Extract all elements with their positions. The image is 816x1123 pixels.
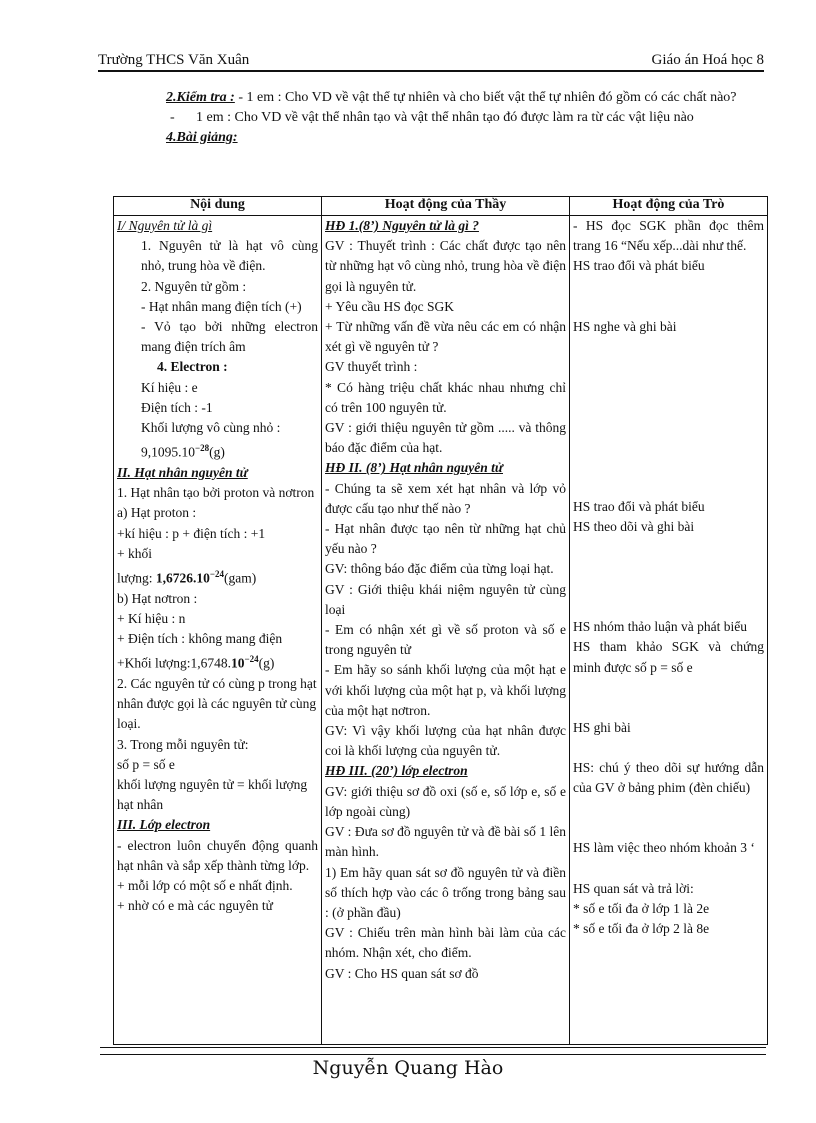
teacher-line: GV thuyết trình : xyxy=(325,359,418,375)
teacher-line: - Hạt nhân được tạo nên từ những hạt chủ yếu nào ? xyxy=(325,521,566,557)
student-column xyxy=(570,216,768,1045)
content-line: - Vỏ tạo bởi những electron mang điện trích âm xyxy=(141,319,318,355)
student-line: HS theo dõi và ghi bài xyxy=(573,519,695,535)
check-label: 2.Kiểm tra : xyxy=(166,90,235,105)
teacher-line: 1) Em hãy quan sát sơ đồ nguyên tử và điền số thích hợp vào các ô trống trong bảng sau : (ở phần đầu) xyxy=(325,864,566,920)
check-text: - 1 em : Cho VD về vật thể tự nhiên và cho biết vật thể tự nhiên đó gồm có các chất nào? xyxy=(234,90,737,105)
student-line: HS ghi bài xyxy=(573,719,631,735)
electron-heading: 4. Electron : xyxy=(157,359,228,375)
author-name: Nguyễn Quang Hào xyxy=(312,1057,504,1079)
teacher-column xyxy=(322,216,570,1045)
student-line: HS làm việc theo nhóm khoản 3 ‘ xyxy=(573,840,755,856)
section3-title: III. Lớp electron xyxy=(117,817,211,833)
activity-1-title: HĐ 1.(8’) Nguyên tử là gì ? xyxy=(325,218,479,233)
content-column xyxy=(114,216,322,1045)
content-line: - Hạt nhân mang điện tích (+) xyxy=(141,298,302,314)
student-line: HS tham khảo SGK và chứng minh được số p = số e xyxy=(573,639,764,675)
student-line: * số e tối đa ở lớp 1 là 2e xyxy=(573,900,710,916)
content-line: + Điện tích : không mang điện xyxy=(117,631,283,647)
table-row xyxy=(114,216,768,1045)
content-line: 3. Trong mỗi nguyên tử: xyxy=(117,736,249,752)
content-line: + khối xyxy=(117,545,152,561)
content-line: - electron luôn chuyển động quanh hạt nhân và sắp xếp thành từng lớp. xyxy=(117,837,318,873)
teacher-line: GV : Cho HS quan sát sơ đồ xyxy=(325,965,479,981)
content-line: +Khối $lượng:1,6748.10^{-24}(g)$ xyxy=(117,654,275,671)
check-item-2: - 1 em : Cho VD về vật thể nhân tạo và vật thể nhân tạo đó được làm ra từ các vật liệu nào xyxy=(166,108,770,128)
teacher-line: + Từ những vấn đề vừa nêu các em có nhận xét gì về nguyên tử ? xyxy=(325,319,566,355)
content-line: khối lượng nguyên tử = khối lượng hạt nhân xyxy=(117,776,308,813)
content-line: Điện tích : -1 xyxy=(141,399,213,415)
teacher-line: - Em có nhận xét gì về số proton và số e trong nguyên tử xyxy=(325,622,566,658)
section1-title: I/ Nguyên tử là gì xyxy=(117,218,213,233)
student-line: HS: chú ý theo dõi sự hướng dẫn của GV ở bảng phim (đèn chiếu) xyxy=(573,760,764,796)
intro-section xyxy=(166,88,770,148)
table-header-row xyxy=(114,197,768,216)
teacher-line: - Chúng ta sẽ xem xét hạt nhân và lớp vỏ được cấu tạo như thế nào ? xyxy=(325,480,566,516)
subject-title: Giáo án Hoá học 8 xyxy=(651,52,764,68)
content-line: lượng: $1,6726.10^{-24}(gam)$ xyxy=(117,568,257,586)
content-line: +kí hiệu : p + điện tích : +1 xyxy=(117,525,266,541)
check-paragraph xyxy=(166,88,770,108)
teacher-line: GV : Giới thiệu khái niệm nguyên tử cùng loại xyxy=(325,581,566,617)
header-student: Hoạt động của Trò xyxy=(570,197,768,216)
content-line: Khối lượng vô cùng nhỏ : $9,1095.10^{-28}(g)$ xyxy=(141,420,281,460)
content-line: + Kí hiệu : n xyxy=(117,610,186,626)
teacher-line: GV: giới thiệu sơ đồ oxi (số e, số lớp e, số e lớp ngoài cùng) xyxy=(325,783,566,819)
lesson-table xyxy=(113,196,768,1045)
teacher-line: GV : Đưa sơ đồ nguyên tử và đề bài số 1 lên màn hình. xyxy=(325,824,566,860)
school-name: Trường THCS Văn Xuân xyxy=(98,52,250,68)
content-line: + nhờ có e mà các nguyên tử xyxy=(117,898,273,914)
header-teacher: Hoạt động của Thầy xyxy=(322,197,570,216)
student-line: HS trao đổi và phát biểu xyxy=(573,258,705,274)
content-line: số p = số e xyxy=(117,756,175,772)
student-line: * số e tối đa ở lớp 2 là 8e xyxy=(573,921,710,937)
teacher-line: GV : giới thiệu nguyên tử gồm ..... và thông báo đặc điểm của hạt. xyxy=(325,420,566,456)
teacher-line: GV: thông báo đặc điểm của từng loại hạt. xyxy=(325,561,554,577)
content-line: Kí hiệu : e xyxy=(141,379,198,395)
student-line: HS nhóm thảo luận và phát biểu xyxy=(573,619,747,635)
content-line: 1. Nguyên tử là hạt vô cùng nhỏ, trung hòa về điện. xyxy=(141,238,318,274)
activity-3-title: HĐ III. (20’) lớp electron xyxy=(325,763,468,779)
header-content: Nội dung xyxy=(114,197,322,216)
footer-divider xyxy=(100,1047,766,1055)
content-line: 2. Nguyên tử gồm : xyxy=(141,278,247,294)
teacher-line: GV : Chiếu trên màn hình bài làm của các nhóm. Nhận xét, cho điểm. xyxy=(325,925,566,961)
student-line: HS trao đổi và phát biểu xyxy=(573,498,705,514)
student-line: HS nghe và ghi bài xyxy=(573,318,677,334)
student-line: - HS đọc SGK phần đọc thêm trang 16 “Nếu xếp...dài như thế. xyxy=(573,218,764,254)
teacher-line: * Có hàng triệu chất khác nhau nhưng chỉ có trên 100 nguyên tử. xyxy=(325,379,566,415)
content-line: 1. Hạt nhân tạo bởi proton và nơtron xyxy=(117,485,315,501)
student-line: HS quan sát và trả lời: xyxy=(573,880,694,896)
page-header xyxy=(98,50,764,72)
teacher-line: + Yêu cầu HS đọc SGK xyxy=(325,298,454,314)
section2-title: II. Hạt nhân nguyên tử xyxy=(117,464,248,480)
lesson-label: 4.Bài giảng: xyxy=(166,130,238,145)
content-line: b) Hạt nơtron : xyxy=(117,590,198,606)
content-line: 2. Các nguyên tử có cùng p trong hạt nhân được gọi là các nguyên tử cùng loại. xyxy=(117,675,317,732)
teacher-line: GV : Thuyết trình : Các chất được tạo nên từ những hạt vô cùng nhỏ, trung hòa về điện gọi là nguyên tử. xyxy=(325,238,566,294)
content-line: + mỗi lớp có một số e nhất định. xyxy=(117,878,293,893)
teacher-line: - Em hãy so sánh khối lượng của một hạt e với khối lượng của một hạt p, và khối lượng của một hạt nơtron. xyxy=(325,662,566,718)
teacher-line: GV: Vì vậy khối lượng của hạt nhân được coi là khối lượng của nguyên tử. xyxy=(325,723,566,759)
content-line: a) Hạt proton : xyxy=(117,505,197,521)
activity-2-title: HĐ II. (8’) Hạt nhân nguyên tử xyxy=(325,460,503,476)
